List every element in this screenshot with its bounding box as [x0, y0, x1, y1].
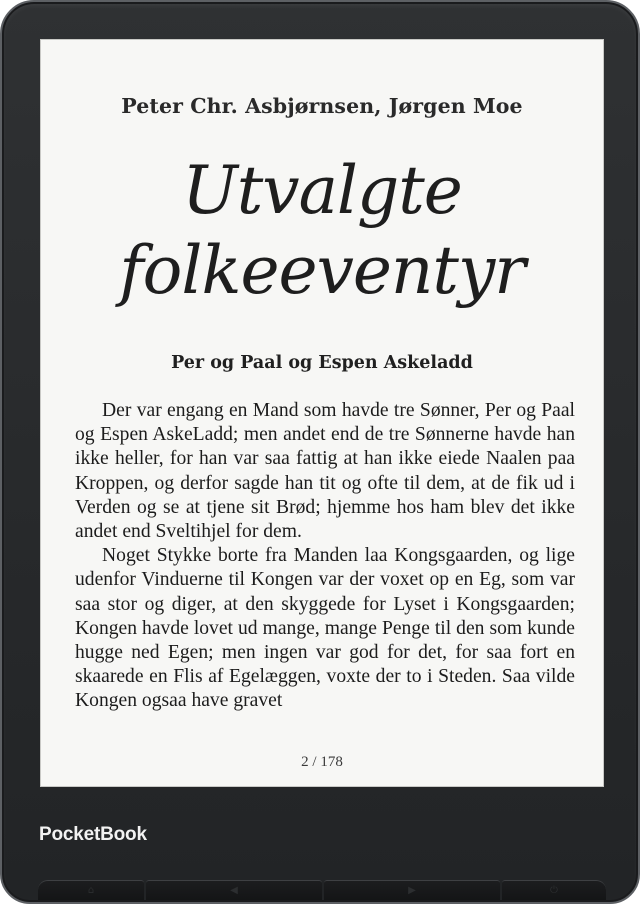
previous-page-button[interactable] — [146, 880, 322, 900]
home-icon: ⌂ — [87, 885, 95, 896]
power-icon: ⏻ — [550, 885, 558, 896]
arrow-right-icon: ▶ — [408, 885, 416, 896]
book-title-line-1: Utvalgte — [182, 152, 462, 229]
book-authors: Peter Chr. Asbjørnsen, Jørgen Moe — [121, 94, 523, 118]
hardware-button-bar — [38, 880, 606, 900]
arrow-left-icon: ◀ — [230, 885, 238, 896]
next-page-button[interactable] — [324, 880, 500, 900]
home-button[interactable] — [38, 880, 144, 900]
book-title — [40, 151, 604, 311]
book-body-text — [75, 399, 575, 714]
page-indicator: 2 / 178 — [301, 754, 343, 770]
paragraph: Noget Stykke borte fra Manden laa Kongsgaarden, og lige udenfor Vinduerne til Kongen var der voxet op en Eg, som var saa stor og diger, at den skyggede for Lyset i Kongsgaarden; Kongen havde lovet ud mange, mange Penge til den som kunde hugge ned Egen; men ingen var god for det, for saa fort en skaarede en Flis af Egelæggen, voxte der to i Steden. Saa vilde Kongen ogsaa have gravet — [75, 545, 575, 712]
reader-screen[interactable] — [40, 39, 604, 787]
chapter-title: Per og Paal og Espen Askeladd — [171, 353, 473, 373]
book-title-line-2: folkeeventyr — [119, 232, 525, 309]
brand-logo: PocketBook — [39, 824, 147, 845]
paragraph: Der var engang en Mand som havde tre Sønner, Per og Paal og Espen AskeLadd; men andet end de tre Sønnerne havde han ikke heller, for han var saa fattig at han ikke eiede Naalen paa Kroppen, og derfor sagde han tit og ofte til dem, at de fik ud i Verden og se at tjene sit Brød; hjemme hos ham blev det ikke andet end Sveltihjel for dem. — [75, 400, 575, 543]
power-button[interactable] — [502, 880, 606, 900]
